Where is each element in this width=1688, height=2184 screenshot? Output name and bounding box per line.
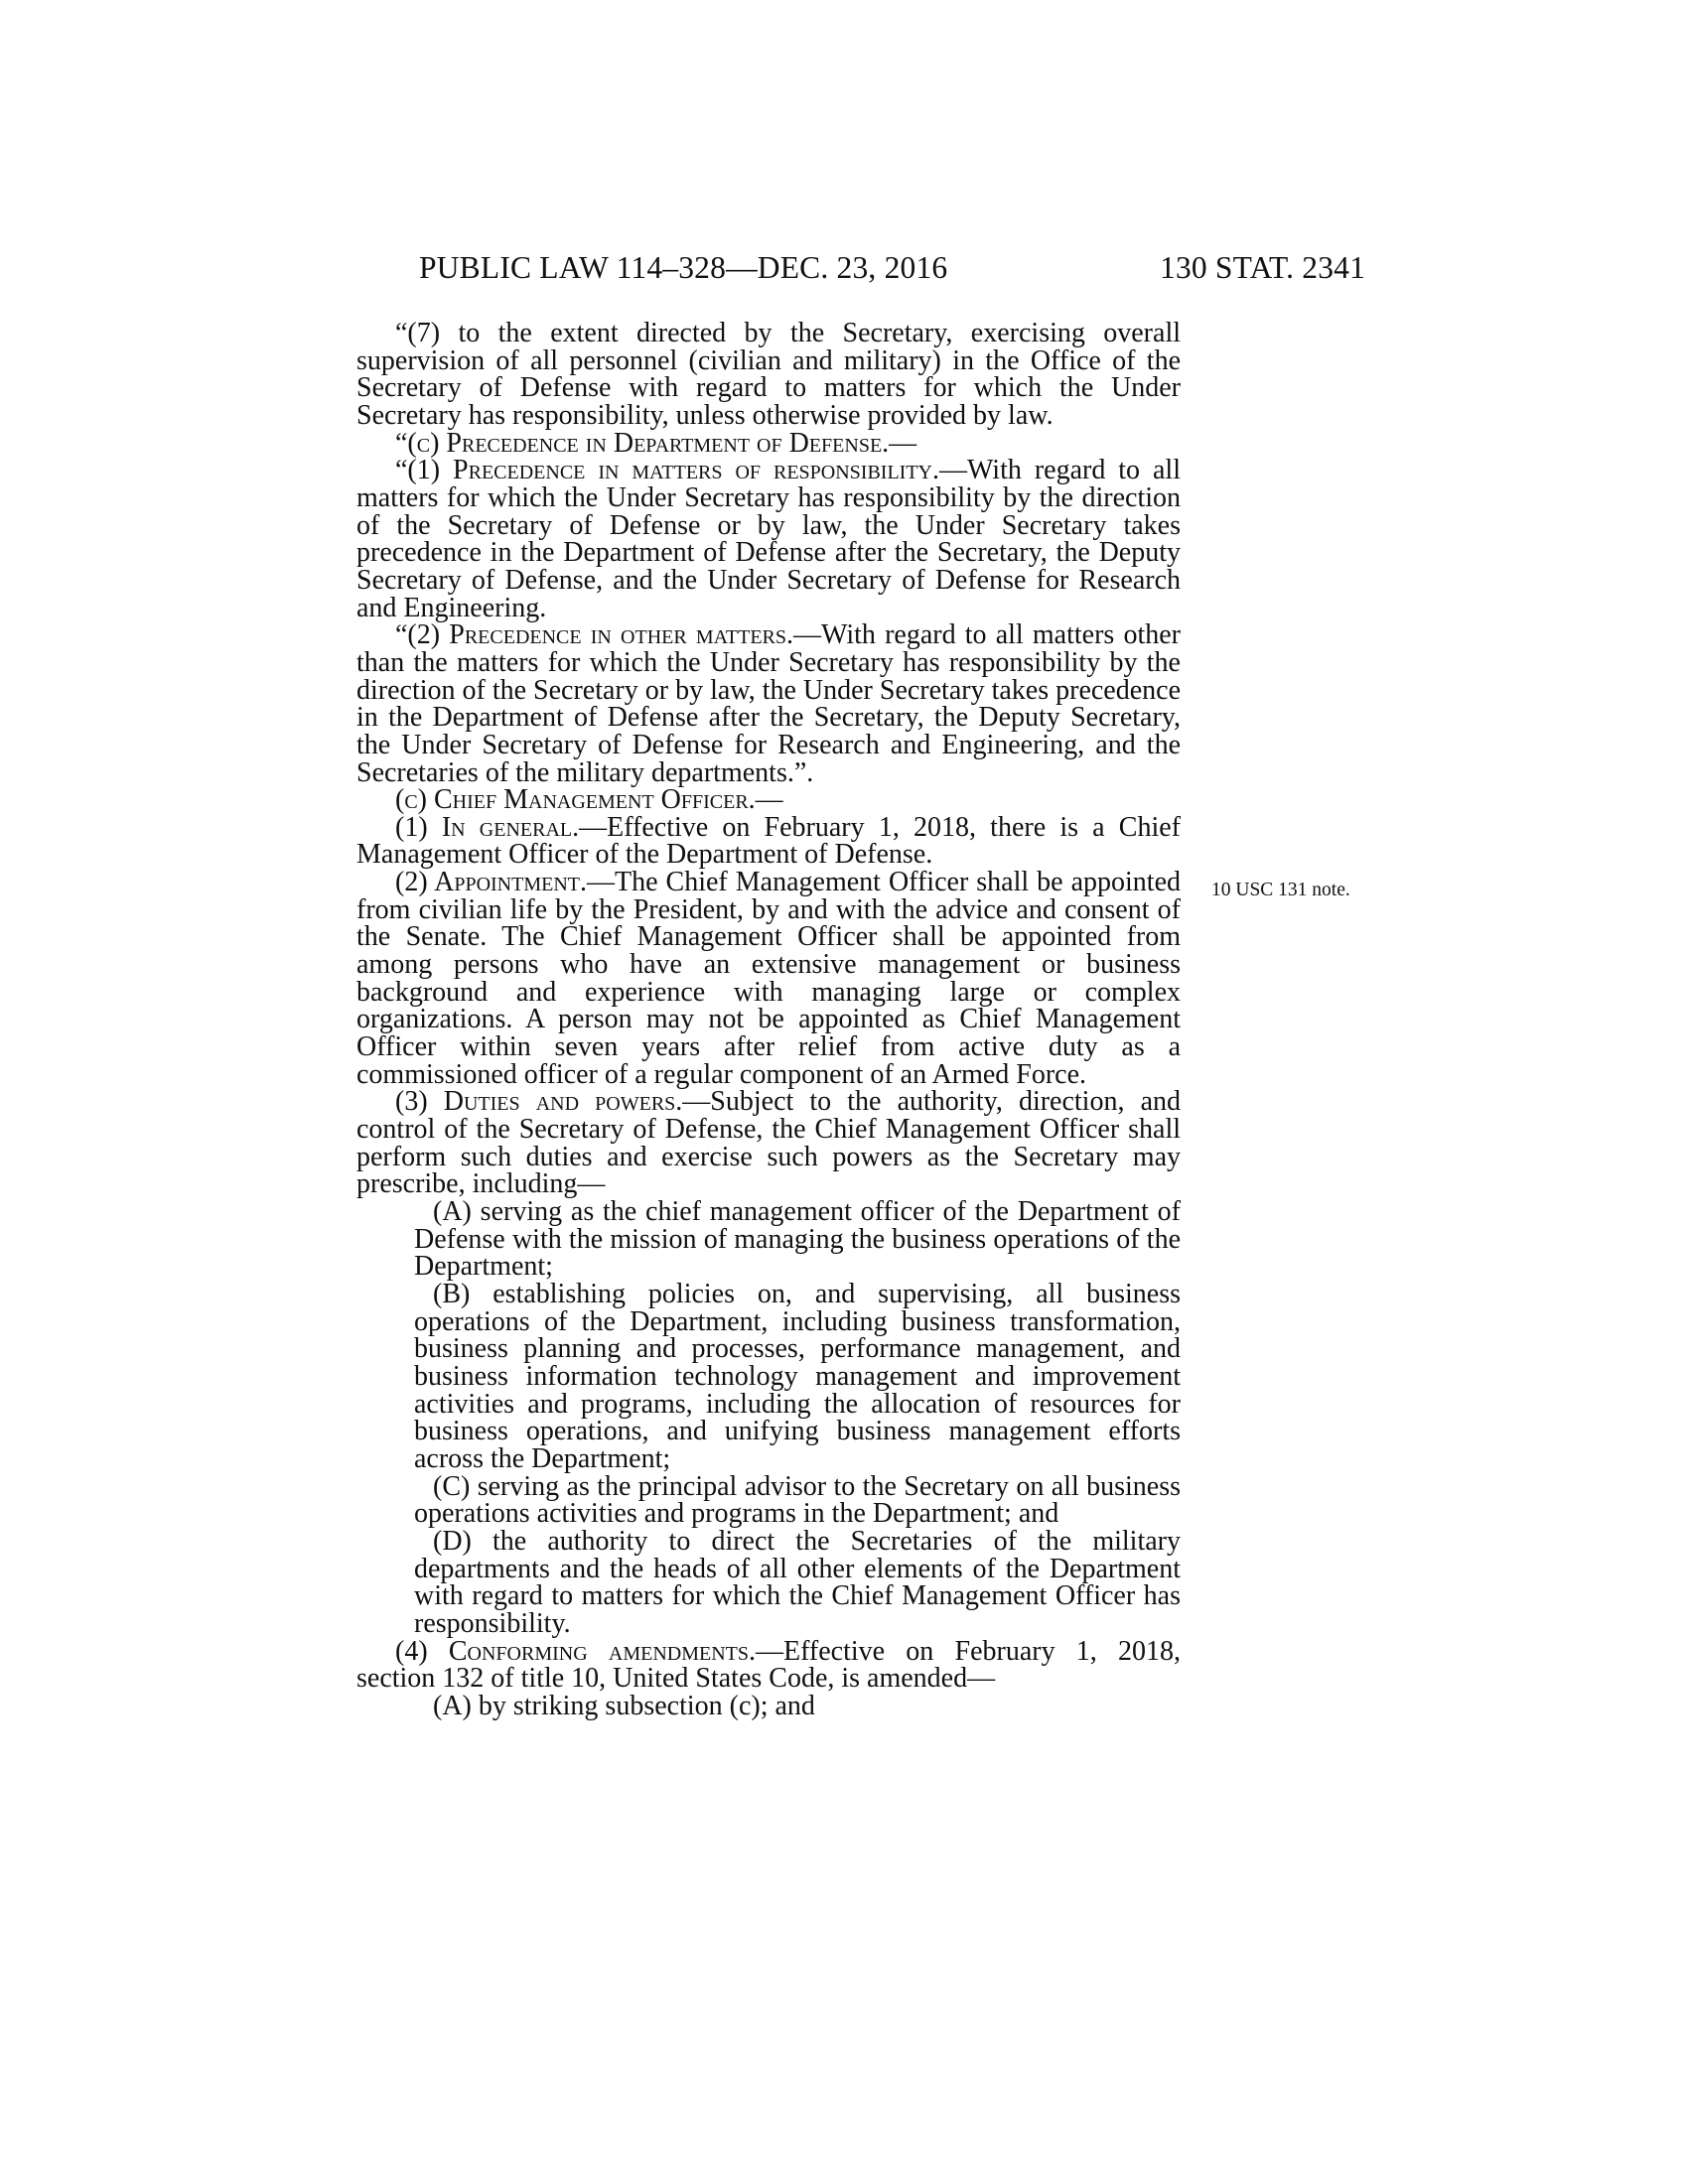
statute-body xyxy=(356,320,1181,1719)
subparagraph-d-authority: (D) the authority to direct the Secretaries of the military departments and the heads of all other elements of the Department with regard to matters for which the Chief Management Officer has responsibility. xyxy=(414,1525,1181,1639)
subparagraph-a-striking: (A) by striking subsection (c); and xyxy=(433,1690,815,1721)
paragraph-4-conforming-amendments: (4) Conforming amendments.—Effective on February 1, 2018, section 132 of title 10, United States Code, is amended— xyxy=(356,1635,1181,1695)
subsection-c-cmo-heading: (c) Chief Management Officer.— xyxy=(395,784,783,816)
paragraph-7-supervision: “(7) to the extent directed by the Secretary, exercising overall supervision of all personnel (civilian and military) in the Office of the Secretary of Defense with regard to matters for which the Under Secretary has responsibility, unless otherwise provided by law. xyxy=(356,318,1181,431)
statute-page-number: 130 STAT. 2341 xyxy=(1160,250,1366,285)
subparagraph-a-serving: (A) serving as the chief management officer of the Department of Defense with the mission of managing the business operations of the Department; xyxy=(414,1196,1181,1283)
paragraph-3-duties-powers: (3) Duties and powers.—Subject to the authority, direction, and control of the Secretary of Defense, the Chief Management Officer shall perform such duties and exercise such powers as the Secretary may prescribe, including— xyxy=(356,1086,1181,1200)
paragraph-1-precedence-responsibility: “(1) Precedence in matters of responsibility.—With regard to all matters for which the Under Secretary has responsibility by the direction of the Secretary of Defense or by law, the Under Secretary takes precedence in the Department of Defense after the Secretary, the Deputy Secretary of Defense, and the Under Secretary of Defense for Research and Engineering. xyxy=(356,455,1181,623)
subparagraph-b-establishing: (B) establishing policies on, and supervising, all business operations of the Department, including business transformation, business planning and processes, performance management, and business information technology management and improvement activities and programs, including the allocation of resources for business operations, and unifying business management efforts across the Department; xyxy=(414,1278,1181,1474)
paragraph-1-in-general: (1) In general.—Effective on February 1, 2018, there is a Chief Management Officer of the Department of Defense. xyxy=(356,811,1181,871)
subsection-c-precedence-heading: “(c) Precedence in Department of Defense.— xyxy=(395,427,917,459)
subparagraph-c-advisor: (C) serving as the principal advisor to the Secretary on all business operations activities and programs in the Department; and xyxy=(414,1470,1181,1530)
public-law-citation: PUBLIC LAW 114–328—DEC. 23, 2016 xyxy=(419,250,948,285)
paragraph-2-precedence-other: “(2) Precedence in other matters.—With regard to all matters other than the matters for which the Under Secretary has responsibility by the direction of the Secretary or by law, the Under Secretary takes precedence in the Department of Defense after the Secretary, the Deputy Secretary, the Under Secretary of Defense for Research and Engineering, and the Secretaries of the military departments.”. xyxy=(356,619,1182,788)
margin-citation-note: 10 USC 131 note. xyxy=(1211,880,1350,900)
paragraph-2-appointment: (2) Appointment.—The Chief Management Officer shall be appointed from civilian life by the President, by and with the advice and consent of the Senate. The Chief Management Officer shall be appointed from among persons who have an extensive management or business background and experience with managing large or complex organizations. A person may not be appointed as Chief Management Officer within seven years after relief from active duty as a commissioned officer of a regular component of an Armed Force. xyxy=(356,867,1182,1090)
